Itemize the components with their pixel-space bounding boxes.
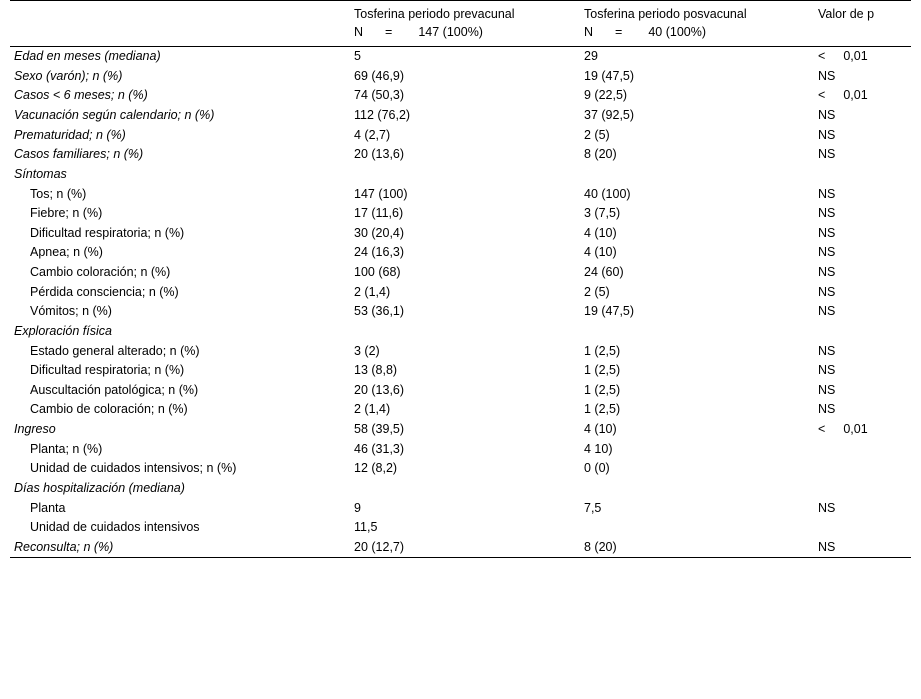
pvalue-text: NS: [818, 343, 836, 358]
header-subrow: [10, 23, 911, 47]
table-header: [10, 1, 911, 47]
cell-prevacunal: 30 (20,4): [354, 225, 405, 240]
table-row: [10, 322, 911, 342]
pvalue-text: 0,01: [843, 49, 868, 64]
row-label: Exploración física: [14, 323, 112, 338]
row-label: Días hospitalización (mediana): [14, 480, 185, 495]
pvalue-text: NS: [818, 402, 836, 417]
cell-posvacunal: 1 (2,5): [584, 382, 621, 397]
cell-pvalue: [814, 126, 911, 146]
row-label: Ingreso: [14, 422, 56, 437]
pvalue-text: NS: [818, 68, 836, 83]
pvalue-text: NS: [818, 363, 836, 378]
table-row: [10, 420, 911, 440]
cell-posvacunal: 40 (100): [584, 186, 631, 201]
table-row: [10, 165, 911, 185]
cell-posvacunal: [580, 479, 814, 499]
cell-pvalue: [814, 381, 911, 401]
row-label: Sexo (varón); n (%): [14, 68, 123, 83]
row-label: Reconsulta; n (%): [14, 539, 114, 554]
cell-pvalue: [814, 341, 911, 361]
pvalue-text: 0,01: [843, 88, 868, 103]
pvalue-operator: <: [818, 49, 826, 64]
clinical-comparison-table: [10, 0, 911, 557]
cell-posvacunal: 2 (5): [584, 127, 610, 142]
pvalue-text: NS: [818, 500, 836, 515]
cell-prevacunal: 11,5: [354, 520, 378, 535]
pvalue-text: NS: [818, 265, 836, 280]
cell-pvalue: [814, 361, 911, 381]
column-header-posvacunal: Tosferina periodo posvacunal: [580, 1, 814, 24]
table-row: [10, 145, 911, 165]
row-label: Síntomas: [14, 166, 67, 181]
cell-prevacunal: 2 (1,4): [354, 284, 391, 299]
cell-pvalue: [814, 498, 911, 518]
table-row: [10, 283, 911, 303]
cell-posvacunal: 37 (92,5): [584, 108, 635, 123]
n-label-posvacunal: N: [584, 25, 594, 39]
row-label: Cambio coloración; n (%): [30, 265, 171, 280]
subheader-prevacunal-n: [350, 23, 580, 47]
n-label-prevacunal: N: [354, 25, 364, 39]
row-label: Casos familiares; n (%): [14, 147, 144, 162]
cell-pvalue: [814, 420, 911, 440]
table-row: [10, 126, 911, 146]
cell-pvalue: [814, 86, 911, 106]
table-row: [10, 538, 911, 558]
row-label: Vacunación según calendario; n (%): [14, 108, 215, 123]
cell-pvalue: [814, 165, 911, 185]
cell-prevacunal: 20 (12,7): [354, 539, 405, 554]
subheader-posvacunal-n: [580, 23, 814, 47]
pvalue-text: NS: [818, 382, 836, 397]
pvalue-text: 0,01: [843, 422, 868, 437]
cell-posvacunal: 9 (22,5): [584, 88, 628, 103]
row-label: Planta; n (%): [30, 441, 103, 456]
cell-prevacunal: 24 (16,3): [354, 245, 405, 260]
table-row: [10, 459, 911, 479]
row-label: Unidad de cuidados intensivos; n (%): [30, 461, 237, 476]
cell-prevacunal: 2 (1,4): [354, 402, 391, 417]
cell-prevacunal: 3 (2): [354, 343, 380, 358]
table-row: [10, 86, 911, 106]
subheader-pvalue: [814, 23, 911, 47]
table-row: [10, 67, 911, 87]
cell-posvacunal: 24 (60): [584, 265, 624, 280]
cell-posvacunal: 19 (47,5): [584, 304, 635, 319]
table-row: [10, 302, 911, 322]
cell-prevacunal: 74 (50,3): [354, 88, 405, 103]
cell-prevacunal: 20 (13,6): [354, 382, 405, 397]
table-row: [10, 400, 911, 420]
cell-posvacunal: 4 (10): [584, 422, 617, 437]
cell-posvacunal: 1 (2,5): [584, 402, 621, 417]
cell-posvacunal: 1 (2,5): [584, 343, 621, 358]
table-row: [10, 204, 911, 224]
table-row: [10, 361, 911, 381]
table-row: [10, 479, 911, 499]
pvalue-text: NS: [818, 304, 836, 319]
cell-prevacunal: 100 (68): [354, 265, 401, 280]
cell-pvalue: [814, 440, 911, 460]
pvalue-text: NS: [818, 206, 836, 221]
pvalue-text: NS: [818, 186, 836, 201]
table-row: [10, 243, 911, 263]
cell-posvacunal: 29: [584, 49, 598, 64]
cell-prevacunal: 69 (46,9): [354, 68, 405, 83]
cell-pvalue: [814, 400, 911, 420]
table-row: [10, 518, 911, 538]
cell-pvalue: [814, 204, 911, 224]
cell-pvalue: [814, 479, 911, 499]
pvalue-text: NS: [818, 284, 836, 299]
cell-pvalue: [814, 243, 911, 263]
row-label: Estado general alterado; n (%): [30, 343, 200, 358]
row-label: Vómitos; n (%): [30, 304, 112, 319]
cell-posvacunal: 0 (0): [584, 461, 610, 476]
cell-pvalue: [814, 145, 911, 165]
row-label: Auscultación patológica; n (%): [30, 382, 199, 397]
row-label: Tos; n (%): [30, 186, 87, 201]
subheader-variable: [10, 23, 350, 47]
cell-pvalue: [814, 518, 911, 538]
eq-prevacunal: =: [385, 25, 393, 39]
cell-pvalue: [814, 224, 911, 244]
cell-posvacunal: 7,5: [584, 500, 602, 515]
cell-pvalue: [814, 283, 911, 303]
cell-posvacunal: 8 (20): [584, 539, 617, 554]
cell-prevacunal: 5: [354, 49, 361, 64]
row-label: Unidad de cuidados intensivos: [30, 520, 200, 535]
cell-prevacunal: [350, 165, 580, 185]
cell-pvalue: [814, 67, 911, 87]
cell-prevacunal: 112 (76,2): [354, 108, 411, 123]
pvalue-text: NS: [818, 147, 836, 162]
table-row: [10, 381, 911, 401]
pvalue-text: NS: [818, 127, 836, 142]
cell-prevacunal: 12 (8,2): [354, 461, 398, 476]
cell-posvacunal: [580, 165, 814, 185]
cell-posvacunal: 19 (47,5): [584, 68, 635, 83]
n-value-prevacunal: 147 (100%): [418, 25, 483, 39]
table-row: [10, 47, 911, 67]
pvalue-operator: <: [818, 422, 826, 437]
cell-pvalue: [814, 322, 911, 342]
cell-pvalue: [814, 106, 911, 126]
cell-posvacunal: 4 (10): [584, 245, 617, 260]
cell-posvacunal: 8 (20): [584, 147, 617, 162]
row-label: Cambio de coloración; n (%): [30, 402, 188, 417]
cell-posvacunal: 4 (10): [584, 225, 617, 240]
cell-pvalue: [814, 459, 911, 479]
cell-pvalue: [814, 47, 911, 67]
table-row: [10, 341, 911, 361]
column-header-pvalue: Valor de p: [814, 1, 911, 24]
cell-posvacunal: [580, 518, 814, 538]
cell-prevacunal: 46 (31,3): [354, 441, 405, 456]
cell-prevacunal: 53 (36,1): [354, 304, 405, 319]
column-header-variable: [10, 1, 350, 24]
column-header-prevacunal: Tosferina periodo prevacunal: [350, 1, 580, 24]
bottom-rule: [10, 557, 911, 558]
cell-prevacunal: 58 (39,5): [354, 422, 405, 437]
pvalue-text: NS: [818, 539, 836, 554]
table-row: [10, 263, 911, 283]
cell-pvalue: [814, 263, 911, 283]
row-label: Dificultad respiratoria; n (%): [30, 225, 185, 240]
table-row: [10, 184, 911, 204]
pvalue-text: NS: [818, 108, 836, 123]
cell-posvacunal: 2 (5): [584, 284, 610, 299]
cell-prevacunal: 20 (13,6): [354, 147, 405, 162]
row-label: Prematuridad; n (%): [14, 127, 126, 142]
cell-prevacunal: 17 (11,6): [354, 206, 404, 221]
cell-posvacunal: 4 10): [584, 441, 613, 456]
table-row: [10, 440, 911, 460]
table-row: [10, 106, 911, 126]
table-body: [10, 47, 911, 558]
n-value-posvacunal: 40 (100%): [648, 25, 707, 39]
row-label: Edad en meses (mediana): [14, 49, 161, 64]
row-label: Apnea; n (%): [30, 245, 103, 260]
row-label: Dificultad respiratoria; n (%): [30, 363, 185, 378]
cell-pvalue: [814, 302, 911, 322]
table-row: [10, 224, 911, 244]
pvalue-text: NS: [818, 245, 836, 260]
pvalue-text: NS: [818, 225, 836, 240]
cell-prevacunal: 9: [354, 500, 361, 515]
row-label: Fiebre; n (%): [30, 206, 103, 221]
header-row: [10, 1, 911, 24]
eq-posvacunal: =: [615, 25, 623, 39]
cell-prevacunal: [350, 322, 580, 342]
cell-posvacunal: 1 (2,5): [584, 363, 621, 378]
row-label: Pérdida consciencia; n (%): [30, 284, 179, 299]
cell-pvalue: [814, 538, 911, 558]
cell-posvacunal: 3 (7,5): [584, 206, 621, 221]
cell-posvacunal: [580, 322, 814, 342]
cell-prevacunal: [350, 479, 580, 499]
pvalue-operator: <: [818, 88, 826, 103]
row-label: Casos < 6 meses; n (%): [14, 88, 148, 103]
cell-prevacunal: 147 (100): [354, 186, 408, 201]
cell-prevacunal: 13 (8,8): [354, 363, 398, 378]
cell-prevacunal: 4 (2,7): [354, 127, 391, 142]
row-label: Planta: [30, 500, 66, 515]
cell-pvalue: [814, 184, 911, 204]
table-row: [10, 498, 911, 518]
